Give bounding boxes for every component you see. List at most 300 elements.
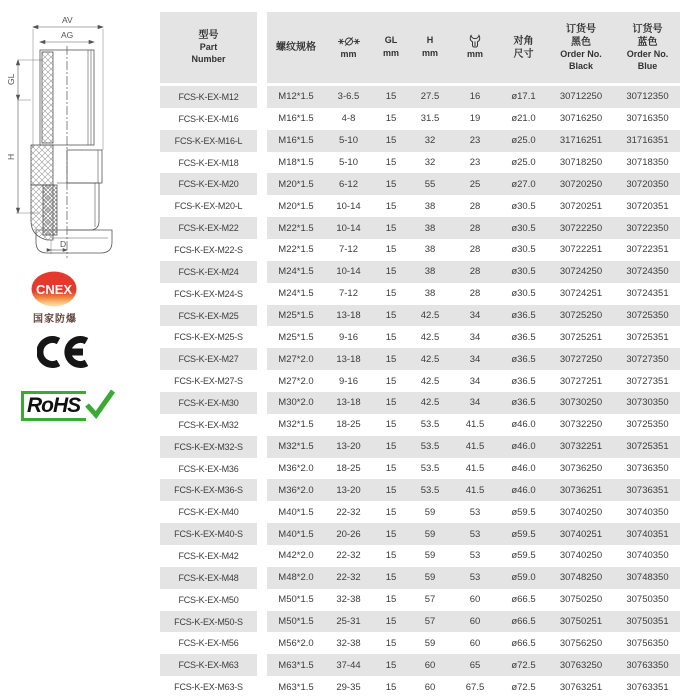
h-cell: 59 [424,506,436,518]
diagonal-cell: ø59.5 [511,506,536,518]
part-number-cell: FCS-K-EX-M42 [178,550,239,561]
h-cell: 27.5 [420,91,440,103]
clamp-range-cell: 22-32 [336,550,361,562]
row-values [267,523,680,545]
table-row [160,195,680,217]
diagonal-cell: ø46.0 [511,463,536,475]
table-row [160,632,680,654]
column-gap [257,632,267,654]
wrench-size-cell: 28 [469,222,481,234]
table-row [160,545,680,567]
h-cell: 53.5 [420,419,440,431]
dim-label-h: H [6,153,16,160]
part-number-cell: FCS-K-EX-M36 [178,463,239,474]
table-row [160,523,680,545]
gl-cell: 15 [385,681,397,693]
order-no-blue-cell: 30720351 [626,200,669,212]
wrench-size-cell: 34 [469,331,481,343]
diagonal-cell: ø66.5 [511,594,536,606]
part-number-cell: FCS-K-EX-M48 [160,567,257,589]
clamp-range-cell: 10-14 [336,222,361,234]
diagonal-cell: ø30.5 [511,222,536,234]
diagonal-cell: ø59.5 [511,528,536,540]
column-gap [257,589,267,611]
header-order-black: 订货号 黑色 Order No. Black [560,23,602,71]
order-no-blue-cell: 30718350 [626,157,669,168]
gl-cell: 15 [385,506,397,518]
part-number-cell: FCS-K-EX-M22 [160,217,257,239]
column-gap [257,523,267,545]
gl-cell: 15 [385,178,397,190]
diagonal-cell: ø59.0 [511,572,536,584]
clamp-range-cell: 5-10 [338,135,358,147]
order-no-black-cell: 30724250 [559,266,603,278]
order-no-blue-cell: 30748350 [626,572,669,584]
header-thread-spec: 螺纹规格 [276,42,316,53]
part-number-cell: FCS-K-EX-M27 [160,348,257,370]
thread-spec-cell: M56*2.0 [278,637,314,649]
gl-cell: 15 [385,135,397,147]
column-gap [257,12,267,83]
row-values [267,152,680,174]
diagonal-cell: ø21.0 [511,113,536,125]
diagonal-cell: ø72.5 [511,681,536,693]
table-row [160,261,680,283]
order-no-black-cell: 30736251 [559,484,603,496]
order-no-black-cell: 31716251 [559,135,603,147]
clamp-range-cell: 10-14 [336,200,361,212]
thread-spec-cell: M63*1.5 [278,681,314,693]
diagonal-cell: ø59.5 [511,550,536,562]
order-no-black-cell: 30763251 [559,681,603,693]
gl-cell: 15 [385,222,397,234]
part-number-cell: FCS-K-EX-M56 [178,638,239,649]
h-cell: 38 [424,222,436,234]
cnex-caption: 国家防爆 [33,314,77,325]
order-no-black-cell: 30724251 [559,288,603,300]
column-gap [257,567,267,589]
column-gap [257,501,267,523]
thread-spec-cell: M22*1.5 [278,222,314,234]
column-gap [257,173,267,195]
row-values [267,392,680,414]
table-row [160,611,680,633]
dim-label-gl: GL [6,73,16,85]
table-row [160,676,680,698]
gl-cell: 15 [385,288,397,300]
column-gap [257,283,267,305]
gl-cell: 15 [385,616,397,628]
diagonal-cell: ø66.5 [511,616,536,628]
h-cell: 42.5 [420,331,440,343]
row-values [267,479,680,501]
gl-cell: 15 [385,637,397,649]
clamp-range-cell: 6-12 [338,178,358,190]
h-cell: 38 [424,200,436,212]
thread-spec-cell: M32*1.5 [278,419,314,431]
table-row [160,348,680,370]
cnex-oval-icon [31,271,77,307]
wrench-size-cell: 53 [469,572,481,584]
order-no-blue-cell: 31716351 [626,135,669,147]
diagonal-cell: ø30.5 [511,200,536,212]
wrench-size-cell: 23 [469,157,481,168]
column-gap [257,239,267,261]
table-row [160,479,680,501]
wrench-size-cell: 60 [469,637,481,649]
wrench-size-cell: 34 [469,353,481,365]
order-no-black-cell: 30740250 [559,506,603,518]
part-number-cell: FCS-K-EX-M20-L [174,201,243,212]
clamp-range-cell: 37-44 [336,659,361,671]
order-no-blue-cell: 30716350 [626,113,669,125]
h-cell: 57 [424,616,436,628]
table-row [160,173,680,195]
diagonal-cell: ø27.0 [511,178,536,190]
table-row [160,654,680,676]
wrench-size-cell: 16 [469,91,481,103]
header-wrench-size: mm [450,12,500,83]
column-gap [257,458,267,480]
wrench-size-cell: 19 [469,113,481,125]
wrench-size-cell: 41.5 [465,441,485,453]
wrench-size-cell: 25 [469,178,481,190]
row-values [267,611,680,633]
dim-label-d: D [60,239,67,249]
spec-table [160,12,680,698]
table-row [160,501,680,523]
rohs-checkmark-icon [83,387,117,421]
h-cell: 57 [424,594,436,606]
clamp-range-cell: 32-38 [336,637,361,649]
wrench-size-cell: 65 [469,659,481,671]
table-row [160,283,680,305]
row-values [267,676,680,698]
clamp-range-cell: 22-32 [336,572,361,584]
gl-cell: 15 [385,550,397,562]
part-number-cell: FCS-K-EX-M22-S [174,244,243,255]
row-values [267,305,680,327]
order-no-blue-cell: 30725350 [626,310,669,322]
thread-spec-cell: M50*1.5 [278,616,314,628]
rohs-logo [21,389,113,423]
wrench-size-cell: 41.5 [465,419,485,431]
part-number-cell: FCS-K-EX-M50 [178,594,239,605]
h-cell: 32 [424,135,436,147]
row-values [267,130,680,152]
diagonal-cell: ø30.5 [511,266,536,278]
row-values [267,458,680,480]
part-number-cell: FCS-K-EX-M16 [178,113,239,124]
diagonal-cell: ø17.1 [511,91,536,103]
cable-diameter-icon [337,35,361,48]
row-values [267,414,680,436]
part-number-cell: FCS-K-EX-M40 [178,507,239,518]
order-no-blue-cell: 30724350 [626,266,669,278]
column-gap [257,676,267,698]
row-values [267,545,680,567]
diagonal-cell: ø46.0 [511,484,536,496]
thread-spec-cell: M12*1.5 [278,91,314,103]
header-order-blue: 订货号 蓝色 Order No. Blue [626,23,669,71]
part-number-cell: FCS-K-EX-M36-S [160,479,257,501]
clamp-range-cell: 20-26 [336,528,361,540]
row-values [267,654,680,676]
column-gap [257,326,267,348]
h-cell: 53.5 [420,484,440,496]
gl-cell: 15 [385,157,397,168]
order-no-black-cell: 30725251 [559,331,603,343]
order-no-black-cell: 30732250 [559,419,603,431]
order-no-black-cell: 30725250 [559,310,603,322]
gl-cell: 15 [385,463,397,475]
thread-spec-cell: M25*1.5 [278,310,314,322]
gl-cell: 15 [385,375,397,387]
row-values [267,86,680,108]
column-gap [257,414,267,436]
thread-spec-cell: M24*1.5 [278,266,314,278]
ce-mark-icon [37,333,93,371]
clamp-range-cell: 18-25 [336,463,361,475]
column-gap [257,370,267,392]
table-row [160,589,680,611]
thread-spec-cell: M42*2.0 [278,550,314,562]
wrench-size-cell: 41.5 [465,484,485,496]
table-row [160,108,680,130]
thread-spec-cell: M40*1.5 [278,528,314,540]
order-no-blue-cell: 30727351 [626,375,669,387]
order-no-blue-cell: 30724351 [626,288,669,300]
thread-spec-cell: M16*1.5 [278,135,314,147]
column-gap [257,479,267,501]
clamp-range-cell: 29-35 [336,681,361,693]
order-no-blue-cell: 30730350 [626,397,669,409]
wrench-size-cell: 34 [469,310,481,322]
wrench-size-cell: 28 [469,266,481,278]
part-number-cell: FCS-K-EX-M63-S [174,682,243,693]
dim-label-ag: AG [61,30,74,40]
order-no-black-cell: 30750251 [559,616,603,628]
wrench-size-cell: 23 [469,135,481,147]
table-row [160,239,680,261]
clamp-range-cell: 22-32 [336,506,361,518]
part-number-cell: FCS-K-EX-M18 [178,157,239,168]
clamp-range-cell: 13-18 [336,353,361,365]
part-number-cell: FCS-K-EX-M16-L [160,130,257,152]
order-no-blue-cell: 30740350 [626,506,669,518]
order-no-blue-cell: 30725350 [626,419,669,431]
row-values [267,239,680,261]
wrench-size-cell: 41.5 [465,463,485,475]
table-row [160,458,680,480]
gl-cell: 15 [385,266,397,278]
clamp-range-cell: 13-20 [336,484,361,496]
thread-spec-cell: M20*1.5 [278,178,314,190]
order-no-black-cell: 30763250 [559,659,603,671]
thread-spec-cell: M27*2.0 [278,375,314,387]
h-cell: 53.5 [420,441,440,453]
thread-spec-cell: M48*2.0 [278,572,314,584]
order-no-blue-cell: 30720350 [626,178,669,190]
gl-cell: 15 [385,310,397,322]
table-row [160,370,680,392]
h-cell: 59 [424,528,436,540]
table-header-row [160,12,680,83]
thread-spec-cell: M30*2.0 [278,397,314,409]
order-no-blue-cell: 30740350 [626,550,669,562]
wrench-size-cell: 34 [469,397,481,409]
table-row [160,567,680,589]
part-number-cell: FCS-K-EX-M63 [160,654,257,676]
order-no-black-cell: 30720251 [559,200,603,212]
thread-spec-cell: M22*1.5 [278,244,314,256]
wrench-size-cell: 53 [469,506,481,518]
table-row [160,326,680,348]
diagonal-cell: ø25.0 [511,157,536,168]
h-cell: 59 [424,637,436,649]
part-number-cell: FCS-K-EX-M24-S [174,288,243,299]
order-no-black-cell: 30720250 [559,178,603,190]
h-cell: 60 [424,659,436,671]
wrench-size-cell: 67.5 [465,681,485,693]
header-gl: GL mm [382,35,399,58]
gl-cell: 15 [385,572,397,584]
order-no-black-cell: 30748250 [559,572,603,584]
diagonal-cell: ø46.0 [511,419,536,431]
column-gap [257,392,267,414]
clamp-range-cell: 10-14 [336,266,361,278]
clamp-range-cell: 25-31 [336,616,361,628]
clamp-range-cell: 5-10 [338,157,358,168]
order-no-black-cell: 30727251 [559,375,603,387]
column-gap [257,217,267,239]
table-row [160,152,680,174]
gl-cell: 15 [385,441,397,453]
h-cell: 53.5 [420,463,440,475]
column-gap [257,611,267,633]
thread-spec-cell: M18*1.5 [278,157,314,168]
h-cell: 32 [424,157,436,168]
part-number-cell: FCS-K-EX-M50-S [160,611,257,633]
clamp-range-cell: 9-16 [338,331,358,343]
wrench-size-cell: 28 [469,200,481,212]
part-number-cell: FCS-K-EX-M25 [160,305,257,327]
thread-spec-cell: M20*1.5 [278,200,314,212]
wrench-size-cell: 53 [469,550,481,562]
column-gap [257,348,267,370]
row-values [267,326,680,348]
order-no-black-cell: 30722250 [559,222,603,234]
column-gap [257,152,267,174]
h-cell: 31.5 [420,113,440,125]
thread-spec-cell: M50*1.5 [278,594,314,606]
clamp-range-cell: 4-8 [341,113,356,125]
h-cell: 42.5 [420,375,440,387]
gl-cell: 15 [385,244,397,256]
row-values [267,589,680,611]
thread-spec-cell: M25*1.5 [278,331,314,343]
part-number-cell: FCS-K-EX-M25-S [174,332,243,343]
table-row [160,392,680,414]
diagonal-cell: ø36.5 [511,331,536,343]
column-gap [257,108,267,130]
row-values [267,217,680,239]
wrench-icon [468,34,482,48]
h-cell: 59 [424,572,436,584]
clamp-range-cell: 9-16 [338,375,358,387]
diagonal-cell: ø30.5 [511,244,536,256]
h-cell: 42.5 [420,353,440,365]
thread-spec-cell: M16*1.5 [278,113,314,125]
part-number-cell: FCS-K-EX-M40-S [160,523,257,545]
h-cell: 60 [424,681,436,693]
diagonal-cell: ø66.5 [511,637,536,649]
h-cell: 55 [424,178,436,190]
header-part-number: 型号 Part Number [160,12,257,83]
wrench-size-cell: 28 [469,288,481,300]
row-values [267,195,680,217]
order-no-blue-cell: 30722351 [626,244,669,256]
row-values [267,348,680,370]
order-no-blue-cell: 30725351 [626,441,669,453]
clamp-range-cell: 13-18 [336,310,361,322]
order-no-black-cell: 30740250 [559,550,603,562]
svg-text:CNEX: CNEX [35,282,73,297]
diagonal-cell: ø36.5 [511,375,536,387]
clamp-range-cell: 3-6.5 [337,91,360,103]
order-no-black-cell: 30740251 [559,528,603,540]
order-no-blue-cell: 30740351 [626,528,669,540]
h-cell: 38 [424,266,436,278]
clamp-range-cell: 7-12 [338,244,358,256]
diagonal-cell: ø30.5 [511,288,536,300]
gl-cell: 15 [385,113,397,125]
order-no-black-cell: 30727250 [559,353,603,365]
order-no-blue-cell: 30763351 [626,681,669,693]
table-row [160,86,680,108]
table-row [160,305,680,327]
diagonal-cell: ø36.5 [511,397,536,409]
order-no-blue-cell: 30727350 [626,353,669,365]
rohs-text: RoHS [21,391,86,421]
h-cell: 42.5 [420,310,440,322]
order-no-black-cell: 30712250 [559,91,603,103]
row-values [267,370,680,392]
order-no-black-cell: 30756250 [559,637,603,649]
part-number-cell: FCS-K-EX-M32 [178,419,239,430]
order-no-blue-cell: 30763350 [626,659,669,671]
clamp-range-cell: 13-20 [336,441,361,453]
gl-cell: 15 [385,200,397,212]
wrench-size-cell: 60 [469,616,481,628]
table-row [160,436,680,458]
wrench-size-cell: 34 [469,375,481,387]
h-cell: 38 [424,244,436,256]
row-values [267,567,680,589]
gl-cell: 15 [385,331,397,343]
gl-cell: 15 [385,419,397,431]
column-gap [257,436,267,458]
row-values [267,173,680,195]
part-number-cell: FCS-K-EX-M32-S [160,436,257,458]
header-diagonal: 对角 尺寸 [513,35,534,60]
order-no-blue-cell: 30750350 [626,594,669,606]
column-gap [257,86,267,108]
order-no-blue-cell: 30750351 [626,616,669,628]
gl-cell: 15 [385,484,397,496]
order-no-black-cell: 30718250 [559,157,603,168]
gl-cell: 15 [385,353,397,365]
